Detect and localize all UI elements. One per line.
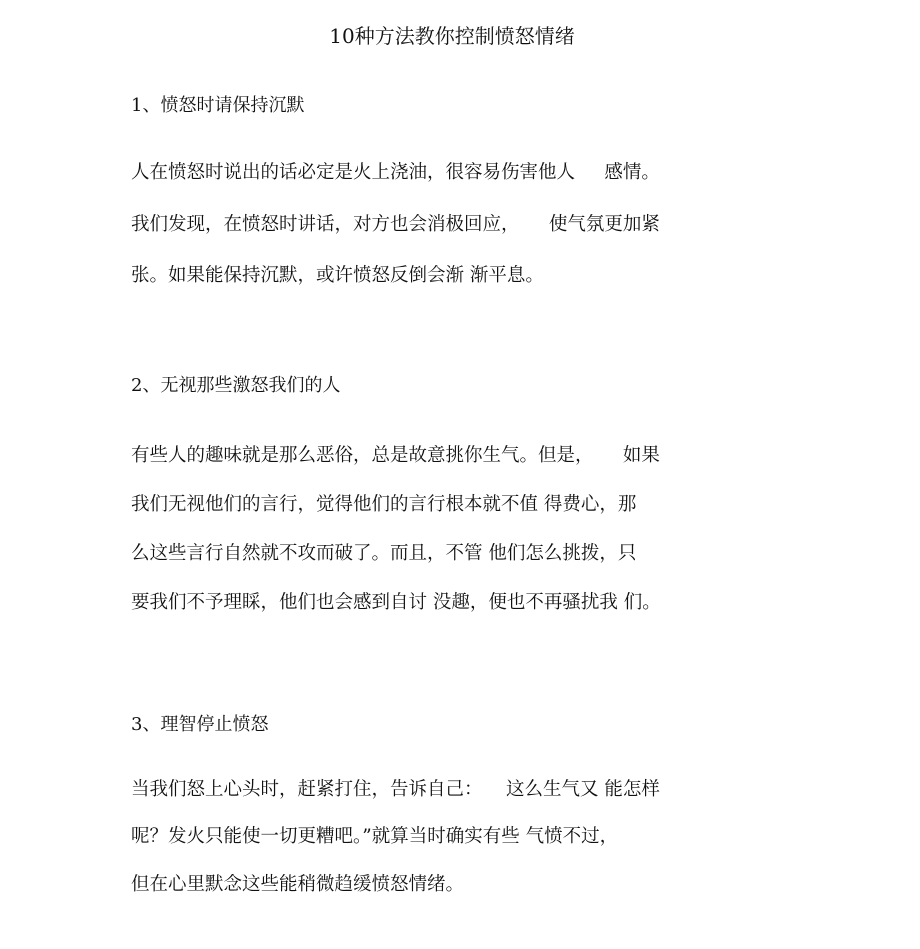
section-3-heading: 3、理智停止愤怒: [131, 714, 269, 735]
section-1-heading: 1、愤怒时请保持沉默: [131, 95, 305, 116]
section-2-line-4: 要我们不予理睬，他们也会感到自讨 没趣，便也不再骚扰我 们。: [131, 592, 661, 613]
section-2-heading: 2、无视那些激怒我们的人: [131, 375, 341, 396]
section-1-line-2: 我们发现，在愤怒时讲话，对方也会消极回应， 使气氛更加紧: [131, 214, 660, 235]
section-3-line-2: 呢？发火只能使一切更糟吧。”就算当时确实有些 气愤不过，: [131, 826, 619, 847]
section-1-line-3: 张。如果能保持沉默，或许愤怒反倒会渐 渐平息。: [131, 265, 544, 286]
section-2-line-3: 么这些言行自然就不攻而破了。而且，不管 他们怎么挑拨，只: [131, 543, 637, 564]
section-2-line-2: 我们无视他们的言行，觉得他们的言行根本就不值 得费心，那: [131, 494, 637, 515]
section-3-line-3: 但在心里默念这些能稍微趋缓愤怒情绪。: [131, 874, 465, 895]
section-2-line-1: 有些人的趣味就是那么恶俗，总是故意挑你生气。但是， 如果: [131, 445, 660, 466]
document-title: 10种方法教你控制愤怒情绪: [329, 24, 575, 48]
section-3-line-1: 当我们怒上心头时，赶紧打住，告诉自己： 这么生气又 能怎样: [131, 779, 660, 800]
section-1-line-1: 人在愤怒时说出的话必定是火上浇油，很容易伤害他人 感情。: [131, 162, 660, 183]
